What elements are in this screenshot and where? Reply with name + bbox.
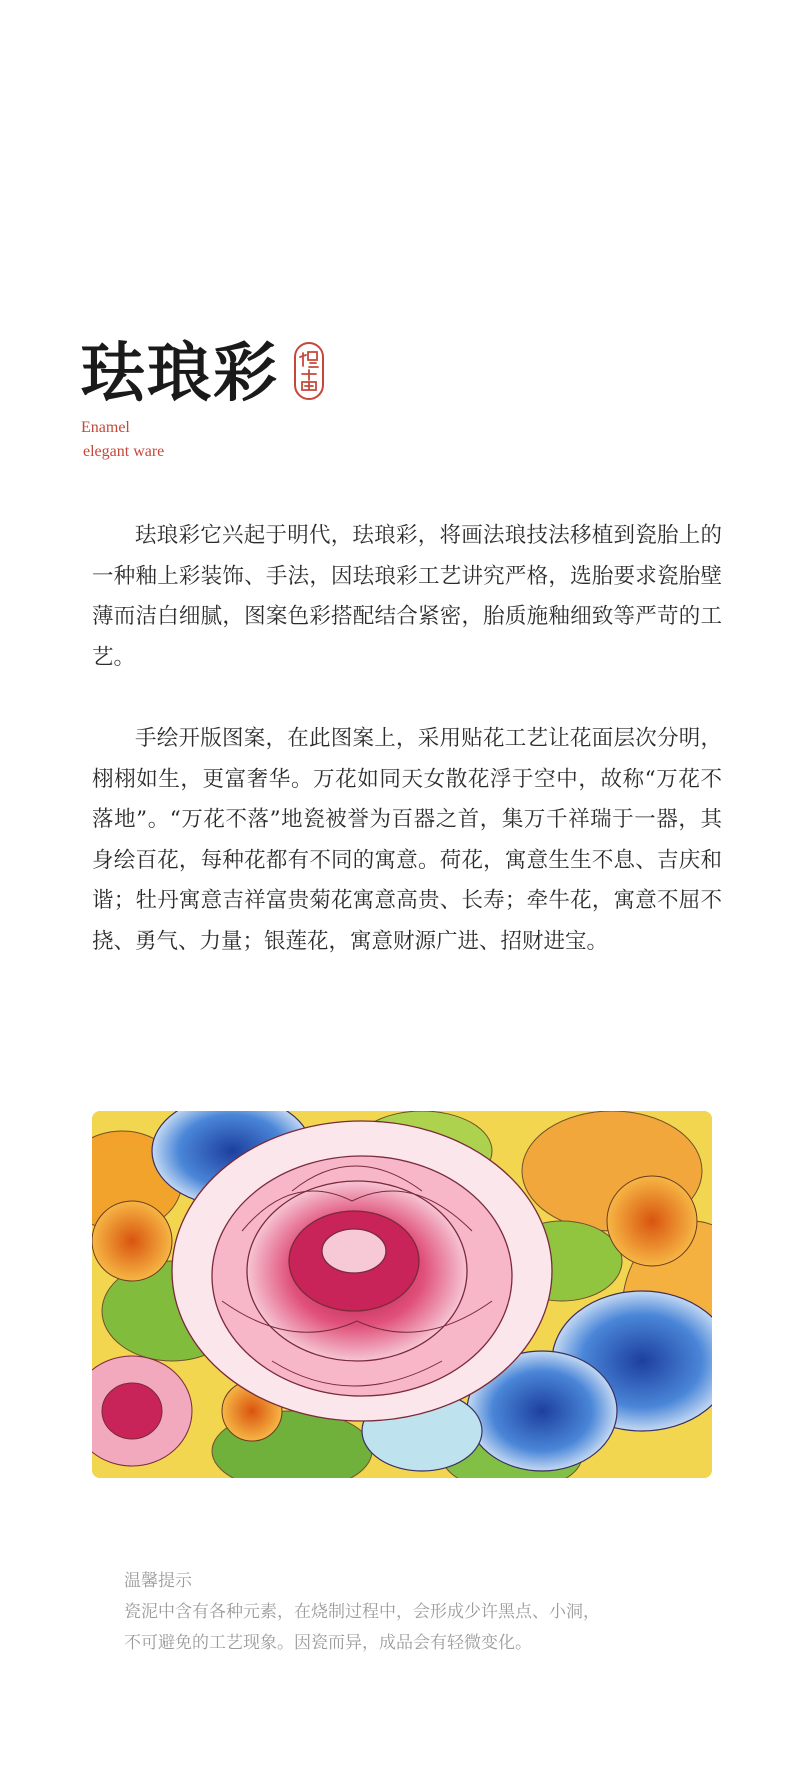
subtitle-english-2: elegant ware (83, 443, 165, 460)
seal-stamp-icon (294, 342, 324, 400)
title-block (81, 338, 401, 468)
intro-paragraph: 珐琅彩它兴起于明代，珐琅彩，将画法琅技法移植到瓷胎上的一种釉上彩装饰、手法，因珐琅彩工艺讲究严格，选胎要求瓷胎壁薄而洁白细腻，图案色彩搭配结合紧密，胎质施釉细致等严苛的工艺。 (92, 523, 722, 670)
description-paragraph: 手绘开版图案，在此图案上，采用贴花工艺让花面层次分明，栩栩如生，更富奢华。万花如同天女散花浮于空中，故称“万花不落地”。“万花不落”地瓷被誉为百器之首，集万千祥瑞于一器，其身绘百花，每种花都有不同的寓意。荷花，寓意生生不息、吉庆和谐；牡丹寓意吉祥富贵菊花寓意高贵、长寿；牵牛花，寓意不屈不挠、勇气、力量；银莲花，寓意财源广进、招财进宝。 (92, 726, 722, 954)
page-title: 珐琅彩 (81, 336, 279, 411)
notice-title: 温馨提示 (124, 1571, 192, 1591)
notice-line-2: 不可避免的工艺现象。因瓷而异，成品会有轻微变化。 (124, 1633, 532, 1653)
notice-line-1: 瓷泥中含有各种元素，在烧制过程中，会形成少许黑点、小洞， (124, 1602, 600, 1622)
enamel-flower-photo (92, 1111, 712, 1478)
notice-block (124, 1566, 724, 1659)
subtitle-english: Enamel (81, 419, 130, 436)
